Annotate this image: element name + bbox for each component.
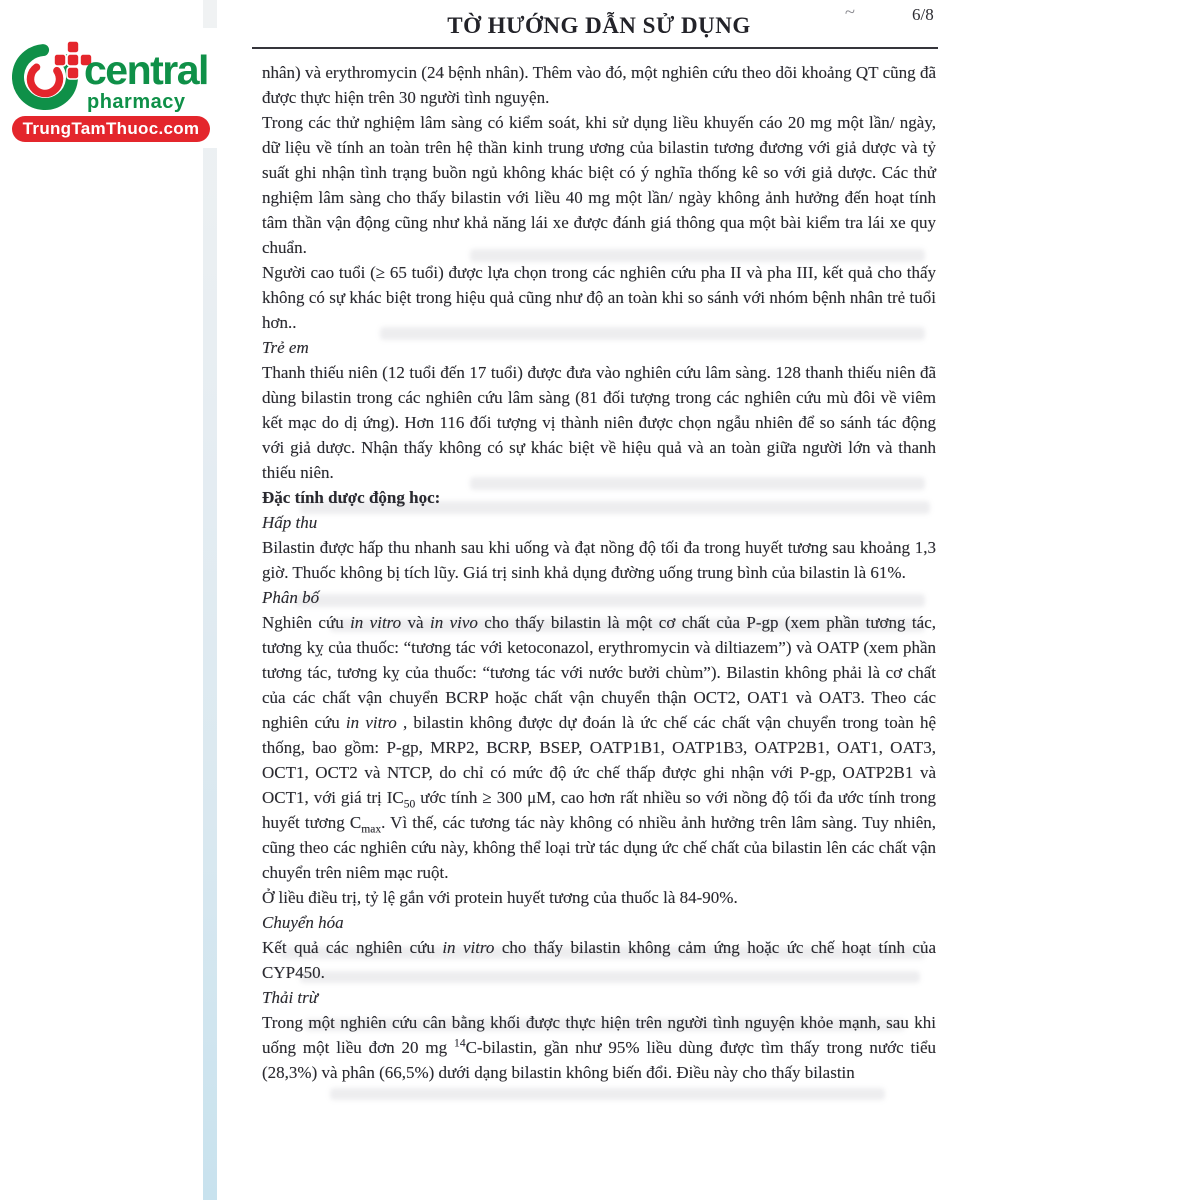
paragraph: nhân) và erythromycin (24 bệnh nhân). Thêm vào đó, một nghiên cứu theo dõi khoảng QT cũng đã được thực hiện trên 30 người tình nguyện.	[262, 63, 936, 107]
bleedthrough-smudge	[330, 1088, 885, 1100]
paragraph: Người cao tuổi (≥ 65 tuổi) được lựa chọn trong các nghiên cứu pha II và pha III, kết quả cho thấy không có sự khác biệt trong hiệu quả cũng như độ an toàn khi so sánh với nhóm bệnh nhân trẻ tuổi hơn..	[262, 263, 936, 332]
italic-heading: Trẻ em	[262, 338, 309, 357]
italic-heading: Thải trừ	[262, 988, 319, 1007]
document-body	[262, 60, 936, 1085]
page-number: 6/8	[912, 5, 934, 24]
logo-site-url: TrungTamThuoc.com	[22, 119, 200, 138]
logo-site-banner	[12, 116, 210, 142]
central-pharmacy-logo	[10, 28, 222, 148]
italic-heading: Phân bố	[262, 588, 320, 607]
italic-heading: Hấp thu	[262, 513, 318, 532]
scan-edge-shadow	[203, 0, 217, 1200]
italic-heading: Chuyển hóa	[262, 913, 344, 932]
paragraph: Trong một nghiên cứu cân bằng khối được thực hiện trên người tình nguyện khỏe mạnh, sau khi uống một liều đơn 20 mg $^{14}$C-bilastin, gần như 95% liều dùng được tìm thấy trong nước tiểu (28,3%) và phân (66,5%) dưới dạng bilastin không biến đổi. Điều này cho thấy bilastin	[262, 1013, 936, 1082]
logo-brand-text: central	[84, 47, 208, 93]
document-title: TỜ HƯỚNG DẪN SỬ DỤNG	[447, 13, 751, 38]
paragraph: Ở liều điều trị, tỷ lệ gắn với protein huyết tương của thuốc là 84-90%.	[262, 888, 738, 907]
scan-artifact-mark: ~	[843, 1, 857, 24]
logo-tagline-text: pharmacy	[87, 91, 186, 113]
bold-heading: Đặc tính dược động học:	[262, 488, 441, 507]
paragraph: Kết quả các nghiên cứu in vitro cho thấy bilastin không cảm ứng hoặc ức chế hoạt tính của CYP450.	[262, 938, 936, 982]
paragraph: Thanh thiếu niên (12 tuổi đến 17 tuổi) được đưa vào nghiên cứu lâm sàng. 128 thanh thiếu niên đã dùng bilastin trong các nghiên cứu lâm sàng (81 đối tượng trong các nghiên cứu mù đôi về viêm kết mạc do dị ứng). Hơn 116 đối tượng vị thành niên được chọn ngẫu nhiên để so sánh tác động với giả dược. Nhận thấy không có sự khác biệt về hiệu quả và an toàn giữa người lớn và thanh thiếu niên.	[262, 363, 936, 482]
paragraph: Bilastin được hấp thu nhanh sau khi uống và đạt nồng độ tối đa trong huyết tương sau khoảng 1,3 giờ. Thuốc không bị tích lũy. Giá trị sinh khả dụng đường uống trung bình của bilastin là 61%.	[262, 538, 936, 582]
title-underline	[252, 47, 938, 49]
paragraph: Nghiên cứu in vitro và in vivo cho thấy bilastin là một cơ chất của P-gp (xem phần tương tác, tương kỵ của thuốc: “tương tác với ketoconazol, erythromycin và diltiazem”) và OATP (xem phần tương tác, tương kỵ của thuốc: “tương tác với nước bưởi chùm”). Bilastin không phải là cơ chất của các chất vận chuyển BCRP hoặc chất vận chuyển thận OCT2, OAT1 và OAT3. Theo các nghiên cứu in vitro , bilastin không được dự đoán là ức chế các chất vận chuyển trong toàn hệ thống, bao gồm: P-gp, MRP2, BCRP, BSEP, OATP1B1, OATP1B3, OATP2B1, OAT1, OAT3, OCT1, OCT2 và NTCP, do chỉ có mức độ ức chế thấp được ghi nhận với P-gp, OATP2B1 và OCT1, với giá trị $IC_{50}$ ước tính ≥ 300 μM, cao hơn rất nhiều so với nồng độ tối đa ước tính trong huyết tương $C_{max}$. Vì thế, các tương tác này không có nhiều ảnh hưởng trên lâm sàng. Tuy nhiên, cũng theo các nghiên cứu này, không thể loại trừ tác dụng ức chế chất của bilastin lên các chất vận chuyển trên niêm mạc ruột.	[262, 613, 936, 882]
paragraph: Trong các thử nghiệm lâm sàng có kiểm soát, khi sử dụng liều khuyến cáo 20 mg một lần/ ngày, dữ liệu về tính an toàn trên hệ thần kinh trung ương của bilastin tương đương với giả dược và tỷ suất ghi nhận tình trạng buồn ngủ không khác biệt có ý nghĩa thống kê so với giả dược. Các thử nghiệm lâm sàng cho thấy bilastin với liều 40 mg một lần/ ngày không ảnh hưởng đến hoạt tính tâm thần vận động cũng như khả năng lái xe được đánh giá thông qua một bài kiểm tra lái xe quy chuẩn.	[262, 113, 936, 257]
